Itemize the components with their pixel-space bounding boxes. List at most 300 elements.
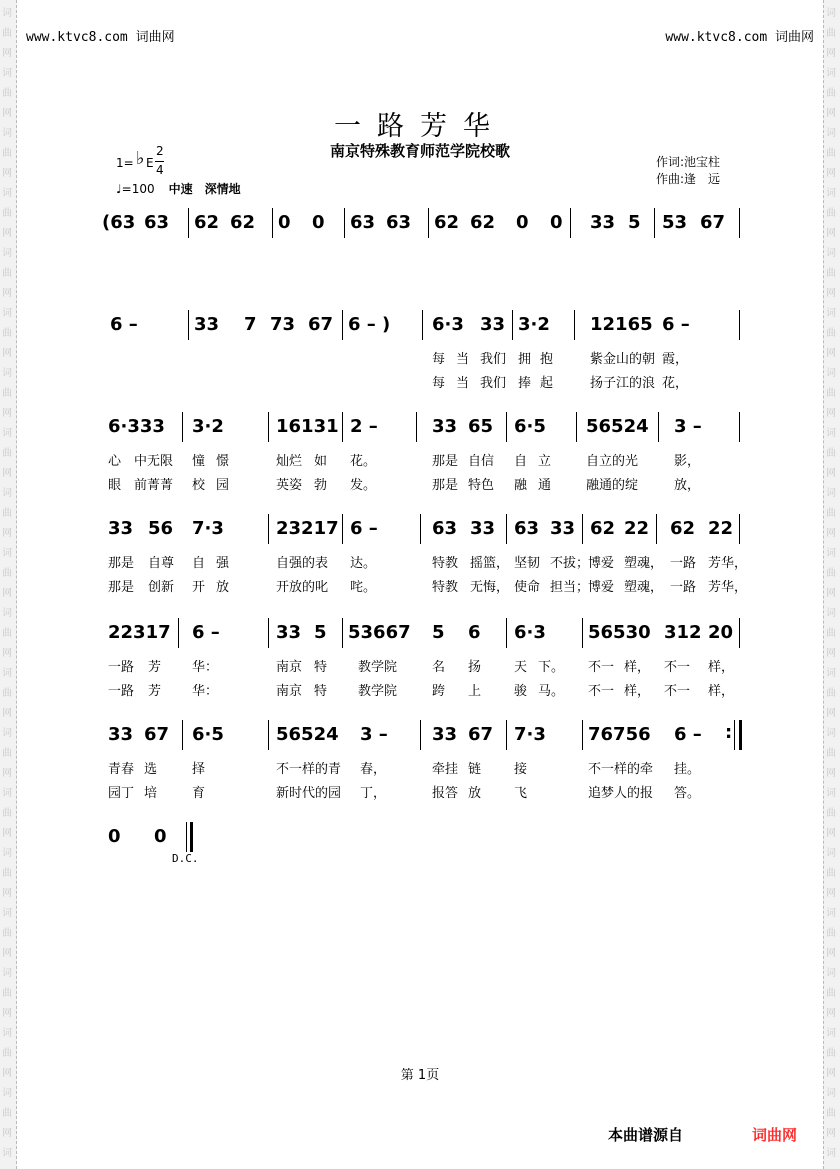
watermark-glyph: 词 [2,128,12,139]
lyric-syllable: 使命 [514,580,541,595]
lyric-syllable: 英姿 [276,478,303,493]
barline [739,412,740,442]
watermark-glyph: 词 [2,308,12,319]
lyric-syllable: 无悔， [470,580,510,595]
lyric-syllable: 南京 [276,660,303,675]
watermark-glyph: 词 [2,848,12,859]
barline [739,618,740,648]
lyric-syllable: 特教 [432,580,459,595]
watermark-glyph: 词 [2,8,12,19]
note-group: 6 – [350,518,378,539]
lyric-syllable: 不一 [664,684,691,699]
watermark-glyph: 网 [2,528,12,539]
lyric-syllable: 春， [360,762,387,777]
lyric-syllable: 创新 [148,580,175,595]
lyric-syllable: 当 [456,352,470,367]
lyric-syllable: 校 [192,478,206,493]
watermark-glyph: 曲 [2,868,12,879]
lyric-line-verse-2 [102,680,742,702]
watermark-glyph: 词 [826,248,836,259]
lyric-syllable: 丁， [360,786,387,801]
watermark-glyph: 词 [2,428,12,439]
watermark-glyph: 词 [826,968,836,979]
watermark-glyph: 网 [2,588,12,599]
note-group: 6 – [192,622,220,643]
lyric-syllable: 通 [538,478,552,493]
watermark-glyph: 网 [2,1008,12,1019]
lyric-syllable: 每 [432,352,446,367]
lyric-syllable: 名 [432,660,446,675]
lyric-line-verse-1 [102,656,742,678]
lyric-syllable: 扬 [468,660,482,675]
lyric-line-verse-1 [102,246,742,268]
watermark-glyph: 词 [2,1088,12,1099]
note-group: 63 [144,212,170,233]
watermark-glyph: 曲 [2,1048,12,1059]
watermark-glyph: 网 [2,168,12,179]
lyric-syllable: 特色 [468,478,495,493]
lyric-syllable: 立 [538,454,552,469]
watermark-glyph: 曲 [826,748,836,759]
watermark-glyph: 网 [2,948,12,959]
lyric-line-verse-2 [102,782,742,804]
watermark-glyph: 曲 [2,328,12,339]
note-group: 6 – [662,314,690,335]
watermark-glyph: 曲 [826,688,836,699]
note-group: 23217 [276,518,339,539]
note-group: 12165 [590,314,653,335]
watermark-glyph: 词 [2,488,12,499]
watermark-glyph: 曲 [826,388,836,399]
note-group: 0 [550,212,563,233]
barline [268,720,269,750]
barline [182,412,183,442]
watermark-glyph: 词 [826,428,836,439]
watermark-glyph: 网 [2,408,12,419]
score-system [102,310,742,394]
note-group: 5 [432,622,445,643]
watermark-glyph: 词 [2,608,12,619]
lyric-syllable: 自强的表 [276,556,329,571]
watermark-glyph: 网 [2,828,12,839]
lyric-syllable: 飞 [514,786,528,801]
note-group: 67 [144,724,170,745]
note-group: 6·3 [432,314,464,335]
note-group: 0 [278,212,291,233]
note-group: 0 [154,826,167,847]
watermark-glyph: 词 [2,908,12,919]
lyric-syllable: 自信 [468,454,495,469]
lyric-syllable: 青春 [108,762,135,777]
note-group: 67 [308,314,334,335]
lyric-syllable: 园 [216,478,230,493]
watermark-glyph: 词 [826,188,836,199]
watermark-glyph: 词 [2,248,12,259]
watermark-glyph: 网 [826,828,836,839]
note-group: 3 – [674,416,702,437]
barline [512,310,513,340]
note-group: 65 [468,416,494,437]
note-group: 63 [514,518,540,539]
lyric-syllable: 达。 [350,556,377,571]
note-group: 33 [108,724,134,745]
lyric-syllable: 融通的绽 [586,478,639,493]
watermark-glyph: 曲 [826,448,836,459]
note-group: 3·2 [518,314,550,335]
lyric-syllable: 坚韧 [514,556,541,571]
watermark-glyph: 曲 [826,928,836,939]
lyricist-credit: 作词:池宝柱 [656,155,721,169]
repeat-end-barline [734,720,742,750]
note-group: 53 [662,212,688,233]
watermark-glyph: 曲 [2,388,12,399]
lyric-syllable: 不一 [588,660,615,675]
watermark-glyph: 网 [2,468,12,479]
note-group: 6·5 [192,724,224,745]
flat-icon: ♭ [136,148,145,169]
barline [420,514,421,544]
lyric-syllable: 不一 [664,660,691,675]
watermark-glyph: 曲 [2,268,12,279]
watermark-glyph: 网 [826,468,836,479]
barline [656,514,657,544]
lyric-syllable: 自尊 [148,556,175,571]
watermark-glyph: 网 [826,888,836,899]
watermark-glyph: 词 [826,1028,836,1039]
lyric-syllable: 放 [216,580,230,595]
barline [342,310,343,340]
watermark-glyph: 词 [2,668,12,679]
note-group: 33 [194,314,220,335]
lyric-syllable: 博爱 [588,580,615,595]
lyric-syllable: 华： [192,684,219,699]
barline [420,720,421,750]
score-system [102,514,748,598]
lyric-syllable: 博爱 [588,556,615,571]
lyric-syllable: 我们 [480,376,507,391]
lyric-syllable: 不拔； [550,556,590,571]
watermark-glyph: 曲 [826,868,836,879]
note-group: 6·3 [514,622,546,643]
note-group: 33 [480,314,506,335]
key-note: E [146,156,154,170]
watermark-glyph: 网 [826,228,836,239]
da-capo-mark: D.C. [172,852,199,865]
barline [342,514,343,544]
lyric-syllable: 一路 [108,660,135,675]
watermark-glyph: 词 [826,668,836,679]
lyric-syllable: 教学院 [358,660,398,675]
note-group: 6·333 [108,416,165,437]
watermark-glyph: 曲 [2,748,12,759]
watermark-glyph: 词 [826,1148,836,1159]
note-row [102,720,742,750]
tempo-marking [116,180,241,197]
watermark-glyph: 网 [826,1068,836,1079]
watermark-glyph: 词 [2,968,12,979]
source-brand-link[interactable]: 词曲网 [752,1126,798,1144]
lyric-syllable: 不一样的青 [276,762,342,777]
lyric-syllable: 捧 [518,376,532,391]
lyric-syllable: 塑魂， [624,556,664,571]
lyric-syllable: 一路 [670,580,697,595]
lyric-syllable: 上 [468,684,482,699]
lyric-syllable: 开放的叱 [276,580,329,595]
lyric-syllable: 影， [674,454,701,469]
watermark-glyph: 曲 [2,928,12,939]
watermark-glyph: 网 [826,648,836,659]
watermark-glyph: 网 [826,108,836,119]
lyric-syllable: 链 [468,762,482,777]
note-group: 0 [108,826,121,847]
watermark-glyph: 曲 [826,508,836,519]
watermark-glyph: 曲 [826,328,836,339]
lyric-syllable: 园丁 [108,786,135,801]
barline [739,208,740,238]
lyric-syllable: 那是 [108,556,135,571]
lyric-syllable: 选 [144,762,158,777]
score-system [102,208,742,292]
final-barline [186,822,193,852]
barline [342,618,343,648]
lyric-syllable: 放 [468,786,482,801]
tempo-value: ♩=100 [116,182,155,196]
site-url-right[interactable]: www.ktvc8.com 词曲网 [665,30,814,45]
note-group: 7·3 [192,518,224,539]
key-signature [116,144,176,182]
watermark-glyph: 网 [2,1068,12,1079]
lyric-syllable: 骏 [514,684,528,699]
watermark-glyph: 曲 [2,628,12,639]
watermark-glyph: 曲 [2,1108,12,1119]
note-group: 56 [148,518,174,539]
lyric-syllable: 样， [708,684,735,699]
watermark-glyph: 曲 [2,88,12,99]
watermark-glyph: 网 [826,1008,836,1019]
watermark-glyph: 曲 [2,208,12,219]
lyric-syllable: 样， [624,660,651,675]
watermark-glyph: 网 [2,48,12,59]
lyric-syllable: 自 [514,454,528,469]
watermark-glyph: 网 [2,888,12,899]
watermark-glyph: 词 [2,68,12,79]
note-group: 312 [664,622,702,643]
watermark-glyph: 曲 [2,988,12,999]
note-group: 6 – [110,314,138,335]
note-group: 62 [434,212,460,233]
watermark-glyph: 词 [2,548,12,559]
barline [582,720,583,750]
watermark-glyph: 词 [2,1148,12,1159]
lyric-syllable: 一路 [670,556,697,571]
lyric-line-verse-2 [102,372,742,394]
watermark-glyph: 网 [826,588,836,599]
barline [272,208,273,238]
watermark-glyph: 词 [2,728,12,739]
note-row [102,412,742,442]
barline [658,412,659,442]
lyric-syllable: 强 [216,556,230,571]
note-group: 33 [550,518,576,539]
watermark-glyph: 网 [2,108,12,119]
note-group: 22317 [108,622,171,643]
lyric-syllable: 特 [314,684,328,699]
lyric-syllable: 答。 [674,786,701,801]
note-group: 5 [314,622,327,643]
time-signature-line [155,161,164,162]
song-subtitle: 南京特殊教育师范学院校歌 [329,142,510,160]
watermark-glyph: 网 [2,708,12,719]
note-group: 73 [270,314,296,335]
watermark-glyph: 曲 [826,628,836,639]
watermark-glyph: 曲 [826,568,836,579]
watermark-glyph: 网 [826,708,836,719]
watermark-glyph: 曲 [2,688,12,699]
lyric-syllable: 特教 [432,556,459,571]
watermark-glyph: 曲 [2,28,12,39]
site-url-left[interactable]: www.ktvc8.com 词曲网 [26,30,175,45]
lyric-line-verse-1 [102,758,742,780]
watermark-glyph: 词 [826,128,836,139]
lyric-syllable: 眼 前菁菁 [108,478,174,493]
watermark-glyph: 网 [2,768,12,779]
lyric-syllable: 芳华， [708,556,748,571]
composer-credit: 作曲:逢 远 [656,172,721,186]
note-row [102,514,742,544]
lyric-syllable: 放， [674,478,701,493]
note-row [102,822,742,852]
watermark-glyph: 词 [826,308,836,319]
barline [506,720,507,750]
watermark-glyph: 词 [826,728,836,739]
lyric-syllable: 抱 [540,352,554,367]
barline [182,720,183,750]
lyric-line-verse-1 [102,552,748,574]
watermark-glyph: 曲 [826,808,836,819]
barline [344,208,345,238]
lyric-syllable: 天 [514,660,528,675]
watermark-glyph: 曲 [2,508,12,519]
lyric-syllable: 扬子江的浪 [590,376,656,391]
note-group: 62 [194,212,220,233]
note-group: 20 [708,622,734,643]
lyric-syllable: 样， [708,660,735,675]
watermark-glyph: 词 [826,1088,836,1099]
note-group: 56530 [588,622,651,643]
note-group: 22 [708,518,734,539]
source-label: 本曲谱源自 [608,1126,684,1144]
note-group: 33 [590,212,616,233]
note-group: 7·3 [514,724,546,745]
note-group: 2 – [350,416,378,437]
lyric-syllable: 摇篮， [470,556,510,571]
watermark-glyph: 曲 [826,148,836,159]
lyric-syllable: 发。 [350,478,377,493]
note-group: 62 [470,212,496,233]
key-prefix: 1= [116,156,134,170]
watermark-glyph: 词 [826,548,836,559]
lyric-line-verse-2 [102,474,742,496]
note-group: 67 [700,212,726,233]
barline [576,412,577,442]
note-group: 6 – [674,724,702,745]
lyric-syllable: 跨 [432,684,446,699]
lyric-syllable: 霞， [662,352,689,367]
lyric-syllable: 融 [514,478,528,493]
note-group: 33 [108,518,134,539]
lyric-syllable: 拥 [518,352,532,367]
barline [506,412,507,442]
watermark-glyph: 词 [826,908,836,919]
watermark-glyph: 网 [826,1128,836,1139]
lyric-syllable: 特 [314,660,328,675]
lyric-syllable: 育 [192,786,206,801]
watermark-glyph: 曲 [826,268,836,279]
lyric-syllable: 那是 [432,478,459,493]
barline [574,310,575,340]
lyric-syllable: 培 [144,786,158,801]
lyric-syllable: 塑魂， [624,580,664,595]
watermark-glyph: 词 [826,848,836,859]
note-group: 16131 [276,416,339,437]
lyric-syllable: 华： [192,660,219,675]
note-group: 6·5 [514,416,546,437]
barline [416,412,417,442]
watermark-glyph: 曲 [826,28,836,39]
barline [582,514,583,544]
barline [428,208,429,238]
watermark-glyph: 曲 [2,808,12,819]
lyric-syllable: 报答 [432,786,459,801]
lyric-syllable: 教学院 [358,684,398,699]
note-group: 33 [432,416,458,437]
watermark-glyph: 网 [2,1128,12,1139]
barline [506,514,507,544]
watermark-glyph: 词 [826,8,836,19]
lyric-syllable: 挂。 [674,762,701,777]
lyric-syllable: 不一 [588,684,615,699]
page-number: 第 1页 [400,1068,440,1083]
barline [188,208,189,238]
lyric-syllable: 接 [514,762,528,777]
watermark-glyph: 网 [826,168,836,179]
lyric-syllable: 择 [192,762,206,777]
lyric-syllable: 下。 [538,660,565,675]
note-group: 62 [230,212,256,233]
lyric-syllable: 憬 [216,454,230,469]
lyric-syllable: 憧 [192,454,206,469]
watermark-glyph: 词 [826,368,836,379]
note-group: 33 [432,724,458,745]
lyric-syllable: 不一样的牵 [588,762,654,777]
watermark-glyph: 词 [2,788,12,799]
watermark-glyph: 网 [826,948,836,959]
lyric-line-verse-2 [102,576,748,598]
note-group: 6 – ) [348,314,391,335]
lyric-line-verse-1 [102,348,742,370]
lyric-syllable: 担当； [550,580,590,595]
watermark-glyph: 词 [826,608,836,619]
barline [342,412,343,442]
barline [268,618,269,648]
lyric-syllable: 芳华， [708,580,748,595]
watermark-glyph: 曲 [2,148,12,159]
lyric-syllable: 自立的光 [586,454,639,469]
note-group: 62 [590,518,616,539]
lyric-syllable: 芳 [148,684,162,699]
lyric-syllable: 紫金山的朝 [590,352,656,367]
right-watermark-strip [823,0,840,1169]
